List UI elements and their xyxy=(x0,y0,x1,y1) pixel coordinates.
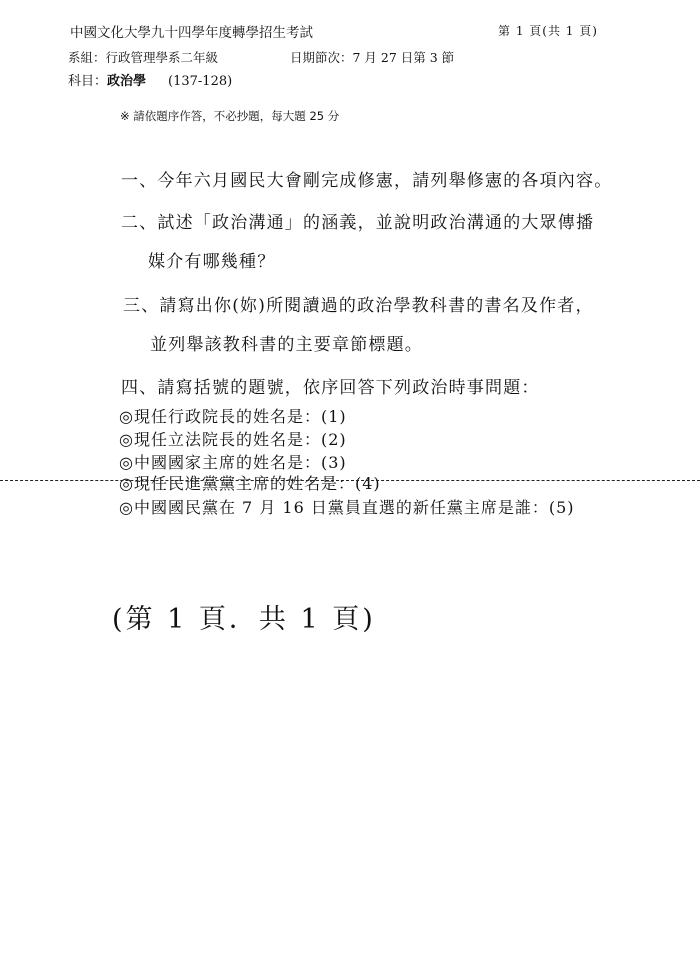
subject-value: 政治學 xyxy=(107,74,147,89)
subject-line xyxy=(68,70,232,89)
scan-fold-line xyxy=(0,480,700,481)
department-line: 系組：行政管理學系二年級 xyxy=(68,50,219,65)
question-4: 四、請寫括號的題號，依序回答下列政治時事問題： xyxy=(121,378,540,398)
subject-label: 科目： xyxy=(68,74,108,89)
sub-question-4: ◎現任民進黨黨主席的姓名是：(4) xyxy=(119,474,381,493)
sub-question-3: ◎中國國家主席的姓名是：(3) xyxy=(119,453,347,472)
page-indicator-top: 第 1 頁(共 1 頁) xyxy=(498,24,598,38)
question-1: 一、今年六月國民大會剛完成修憲，請列舉修憲的各項內容。 xyxy=(121,171,613,191)
sub-question-2: ◎現任立法院長的姓名是：(2) xyxy=(119,430,347,449)
question-2: 二、試述「政治溝通」的涵義，並說明政治溝通的大眾傳播 xyxy=(121,213,595,233)
question-3: 三、請寫出你(妳)所閱讀過的政治學教科書的書名及作者， xyxy=(123,296,594,316)
subject-code: (137-128) xyxy=(168,74,233,89)
sub-question-1: ◎現任行政院長的姓名是：(1) xyxy=(119,407,347,426)
sub-question-5: ◎中國國民黨在 7 月 16 日黨員直選的新任黨主席是誰：(5) xyxy=(119,498,575,517)
exam-title: 中國文化大學九十四學年度轉學招生考試 xyxy=(70,25,313,41)
question-2-continued: 媒介有哪幾種？ xyxy=(148,252,276,272)
date-session-line: 日期節次：7 月 27 日第 3 節 xyxy=(290,50,455,65)
page-footer: (第 1 頁．共 1 頁) xyxy=(112,604,376,635)
question-3-continued: 並列舉該教科書的主要章節標題。 xyxy=(150,335,423,355)
instructions-note: ※ 請依題序作答，不必抄題，每大題 25 分 xyxy=(120,109,340,123)
